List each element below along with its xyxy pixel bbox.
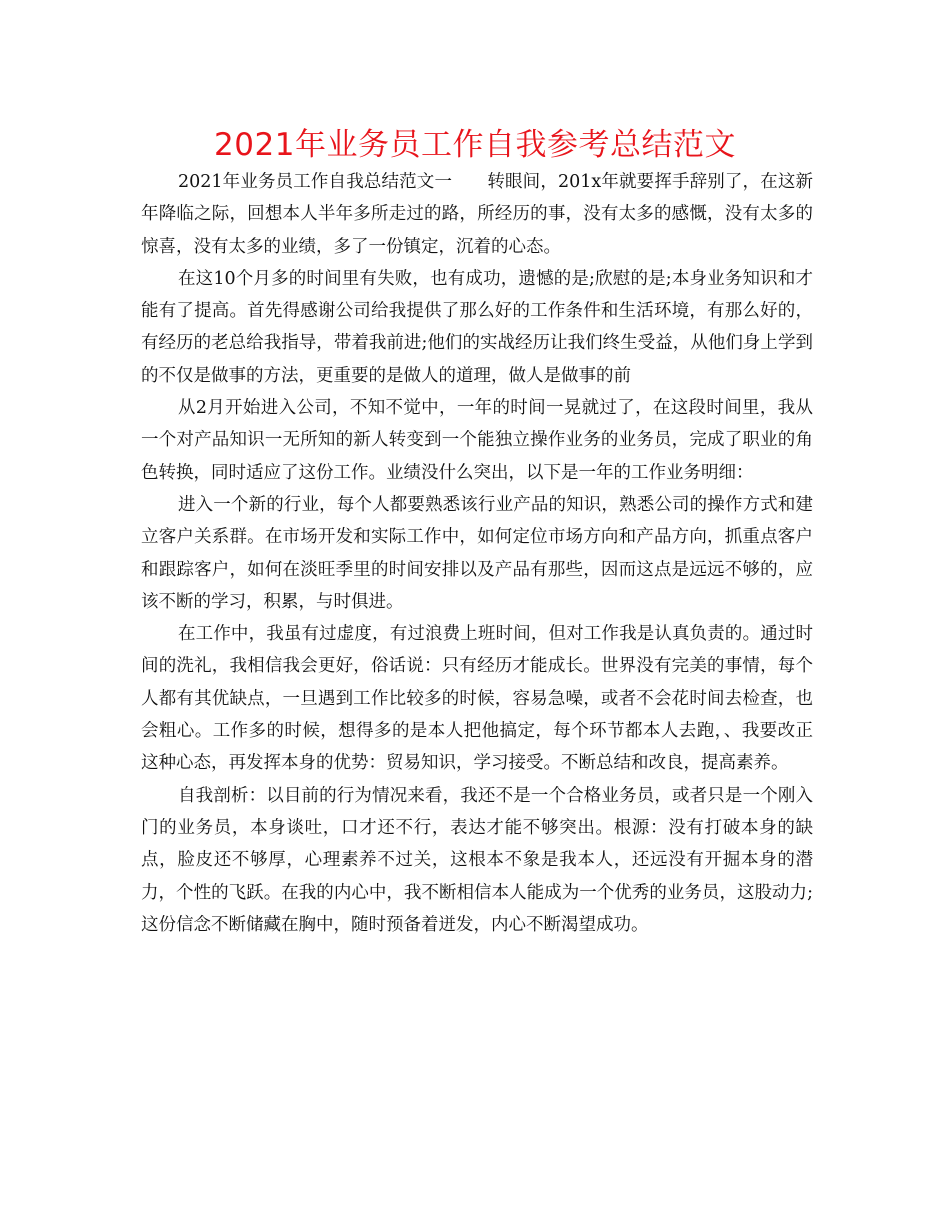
document-body — [141, 166, 813, 941]
paragraph: 自我剖析：以目前的行为情况来看，我还不是一个合格业务员，或者只是一个刚入门的业务员，本身谈吐，口才还不行，表达才能不够突出。根源：没有打破本身的缺点，脸皮还不够厚，心理素养不过关，这根本不象是我本人，还远没有开掘本身的潜力，个性的飞跃。在我的内心中，我不断相信本人能成为一个优秀的业务员，这股动力;这份信念不断储藏在胸中，随时预备着迸发，内心不断渴望成功。 — [141, 785, 813, 935]
document-title: 2021年业务员工作自我参考总结范文 — [214, 127, 736, 163]
paragraph: 从2月开始进入公司，不知不觉中，一年的时间一晃就过了，在这段时间里，我从一个对产品知识一无所知的新人转变到一个能独立操作业务的业务员，完成了职业的角色转换，同时适应了这份工作。业绩没什么突出，以下是一年的工作业务明细： — [141, 398, 813, 483]
paragraph: 2021年业务员工作自我总结范文一 转眼间，201x年就要挥手辞别了，在这新年降临之际，回想本人半年多所走过的路，所经历的事，没有太多的感慨，没有太多的惊喜，没有太多的业绩，多了一份镇定，沉着的心态。 — [141, 172, 813, 257]
paragraph: 在这10个月多的时间里有失败，也有成功，遗憾的是;欣慰的是;本身业务知识和才能有了提高。首先得感谢公司给我提供了那么好的工作条件和生活环境，有那么好的，有经历的老总给我指导，带着我前进;他们的实战经历让我们终生受益，从他们身上学到的不仅是做事的方法，更重要的是做人的道理，做人是做事的前 — [141, 268, 813, 386]
paragraph: 在工作中，我虽有过虚度，有过浪费上班时间，但对工作我是认真负责的。通过时间的洗礼，我相信我会更好，俗话说：只有经历才能成长。世界没有完美的事情，每个人都有其优缺点，一旦遇到工作比较多的时候，容易急噪，或者不会花时间去检查，也会粗心。工作多的时候，想得多的是本人把他搞定，每个环节都本人去跑，、我要改正这种心态，再发挥本身的优势：贸易知识，学习接受。不断总结和改良，提高素养。 — [141, 624, 813, 774]
paragraph: 进入一个新的行业，每个人都要熟悉该行业产品的知识，熟悉公司的操作方式和建立客户关系群。在市场开发和实际工作中，如何定位市场方向和产品方向，抓重点客户和跟踪客户，如何在淡旺季里的时间安排以及产品有那些，因而这点是远远不够的，应该不断的学习，积累，与时俱进。 — [141, 494, 813, 612]
